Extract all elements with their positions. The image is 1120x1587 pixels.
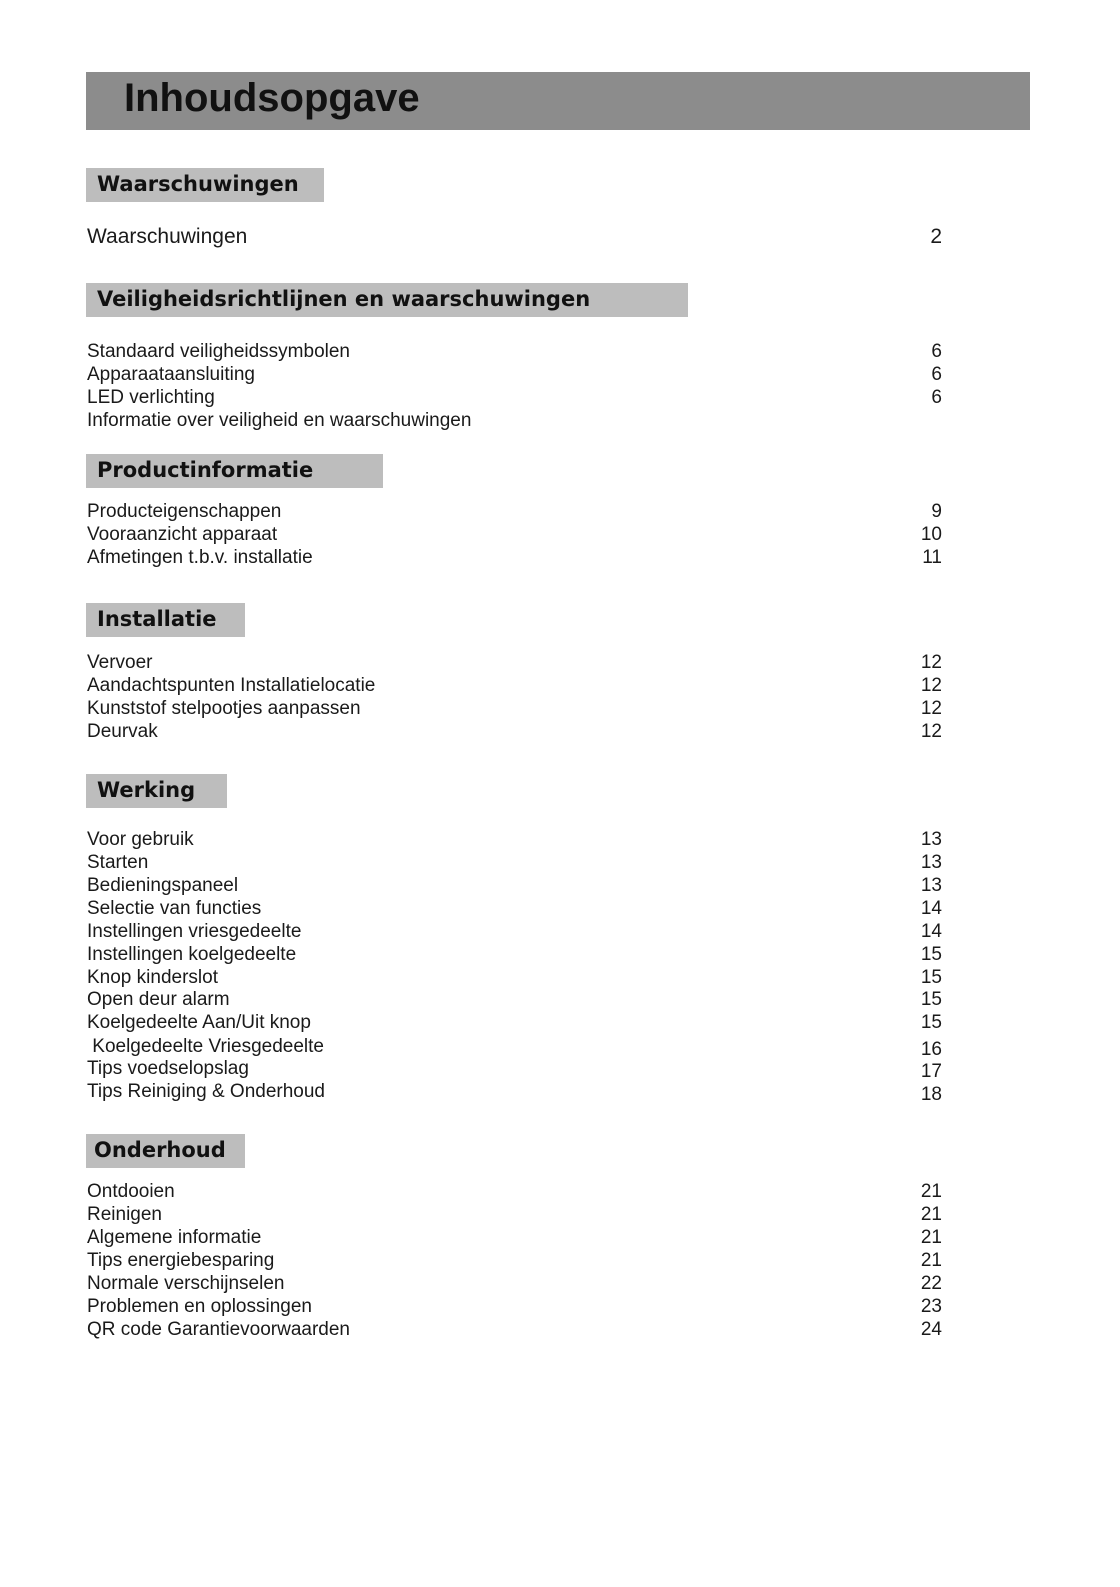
toc-entry[interactable]	[87, 943, 942, 966]
section-header-label: Installatie	[97, 607, 217, 631]
toc-entry-page: 14	[920, 921, 942, 942]
toc-entry[interactable]	[87, 651, 942, 674]
toc-entry[interactable]	[87, 1272, 942, 1295]
toc-entry-page: 21	[920, 1204, 942, 1225]
section-header-label: Productinformatie	[97, 458, 314, 482]
toc-entry-page: 18	[920, 1084, 942, 1105]
toc-entry-page: 12	[920, 698, 942, 719]
toc-entry[interactable]	[87, 1318, 942, 1341]
section-header-productinformatie	[86, 454, 383, 488]
toc-entry[interactable]	[87, 920, 942, 943]
toc-entry[interactable]	[87, 697, 942, 720]
toc-entry-page: 15	[920, 989, 942, 1010]
section-header-label: Onderhoud	[94, 1138, 226, 1162]
toc-entry-page: 13	[920, 829, 942, 850]
toc-entry-label: Tips energiebesparing	[87, 1250, 275, 1271]
toc-entry[interactable]	[87, 828, 942, 851]
toc-entry[interactable]	[87, 409, 942, 432]
toc-entry[interactable]	[87, 874, 942, 897]
toc-entry[interactable]	[87, 1080, 942, 1103]
toc-entry[interactable]	[87, 340, 942, 363]
toc-entry-label: Instellingen vriesgedeelte	[87, 921, 302, 942]
toc-entry-page: 6	[931, 364, 942, 385]
toc-entry-label: Open deur alarm	[87, 989, 230, 1010]
toc-entry-label: Ontdooien	[87, 1181, 175, 1202]
toc-entry[interactable]	[87, 851, 942, 874]
toc-entry[interactable]	[87, 674, 942, 697]
toc-entry-page: 22	[920, 1273, 942, 1294]
toc-entry-page: 6	[931, 341, 942, 362]
section-header-label: Waarschuwingen	[97, 172, 299, 196]
toc-entry[interactable]	[87, 966, 942, 989]
toc-entry-label: Selectie van functies	[87, 898, 262, 919]
toc-entry-page: 17	[920, 1061, 942, 1082]
toc-entry-page: 15	[920, 967, 942, 988]
toc-entry-label: Reinigen	[87, 1204, 162, 1225]
page-title: Inhoudsopgave	[124, 76, 420, 120]
toc-entry[interactable]	[87, 720, 942, 743]
toc-entry-label: Koelgedeelte Vriesgedeelte	[87, 1036, 324, 1057]
section-header-installatie	[86, 603, 245, 637]
toc-entry[interactable]	[87, 897, 942, 920]
toc-entry-label: Problemen en oplossingen	[87, 1296, 312, 1317]
toc-entry-label: Aandachtspunten Installatielocatie	[87, 675, 376, 696]
toc-entry-label: Tips Reiniging & Onderhoud	[87, 1081, 325, 1102]
toc-entry-label: Bedieningspaneel	[87, 875, 239, 896]
section-header-waarschuwingen	[86, 168, 324, 202]
toc-entry-label: Tips voedselopslag	[87, 1058, 249, 1079]
toc-entry-page: 24	[920, 1319, 942, 1340]
toc-entry-page: 12	[920, 721, 942, 742]
toc-entry-page: 13	[920, 852, 942, 873]
toc-entry-page: 15	[920, 1012, 942, 1033]
toc-entry[interactable]	[87, 523, 942, 546]
toc-entry-page: 12	[920, 652, 942, 673]
section-header-label: Veiligheidsrichtlijnen en waarschuwingen	[97, 287, 591, 311]
toc-entry[interactable]	[87, 1057, 942, 1080]
toc-entry-page: 10	[920, 524, 942, 545]
toc-entry-label: Vooraanzicht apparaat	[87, 524, 278, 545]
toc-entry[interactable]	[87, 1226, 942, 1249]
section-header-werking	[86, 774, 227, 808]
page-title-bar	[86, 72, 1030, 130]
section-header-onderhoud	[86, 1134, 245, 1168]
toc-entry-label: Voor gebruik	[87, 829, 194, 850]
toc-entry-page: 2	[930, 225, 942, 248]
toc-entry-page: 12	[920, 675, 942, 696]
toc-entry[interactable]	[87, 1035, 942, 1058]
toc-entry[interactable]	[87, 363, 942, 386]
toc-entry-page: 6	[931, 387, 942, 408]
toc-entry-label: Deurvak	[87, 721, 158, 742]
toc-entry-label: Normale verschijnselen	[87, 1273, 285, 1294]
toc-entry-label: Instellingen koelgedeelte	[87, 944, 297, 965]
toc-entry-page: 9	[931, 501, 942, 522]
toc-entry-page: 21	[920, 1181, 942, 1202]
toc-entry-label: Koelgedeelte Aan/Uit knop	[87, 1012, 311, 1033]
toc-entry[interactable]	[87, 386, 942, 409]
toc-entry-page: 21	[920, 1250, 942, 1271]
toc-entry[interactable]	[87, 546, 942, 569]
toc-entry-label: QR code Garantievoorwaarden	[87, 1319, 350, 1340]
toc-entry-label: Apparaataansluiting	[87, 364, 255, 385]
toc-entry-page: 11	[922, 547, 942, 568]
section-header-label: Werking	[97, 778, 196, 802]
toc-entry-label: Starten	[87, 852, 149, 873]
toc-entry[interactable]	[87, 225, 942, 248]
toc-entry-label: Algemene informatie	[87, 1227, 262, 1248]
toc-entry[interactable]	[87, 1295, 942, 1318]
toc-entry-label: Standaard veiligheidssymbolen	[87, 341, 350, 362]
toc-entry-label: Vervoer	[87, 652, 153, 673]
toc-entry-page: 21	[920, 1227, 942, 1248]
toc-entry-page: 16	[920, 1039, 942, 1060]
section-header-veiligheidsrichtlijnen	[86, 283, 688, 317]
toc-entry[interactable]	[87, 1180, 942, 1203]
toc-entry-label: Producteigenschappen	[87, 501, 282, 522]
toc-entry[interactable]	[87, 1203, 942, 1226]
toc-entry-page: 15	[920, 944, 942, 965]
toc-entry-label: Waarschuwingen	[87, 225, 248, 248]
toc-entry-label: Knop kinderslot	[87, 967, 218, 988]
toc-entry-page: 14	[920, 898, 942, 919]
toc-entry-label: Informatie over veiligheid en waarschuwingen	[87, 410, 472, 431]
toc-entry-page: 13	[920, 875, 942, 896]
toc-entry[interactable]	[87, 988, 942, 1011]
toc-entry-label: Kunststof stelpootjes aanpassen	[87, 698, 361, 719]
toc-entry-label: Afmetingen t.b.v. installatie	[87, 547, 313, 568]
toc-entry[interactable]	[87, 500, 942, 523]
toc-entry[interactable]	[87, 1011, 942, 1034]
toc-entry-label: LED verlichting	[87, 387, 215, 408]
toc-entry[interactable]	[87, 1249, 942, 1272]
toc-entry-page: 23	[920, 1296, 942, 1317]
